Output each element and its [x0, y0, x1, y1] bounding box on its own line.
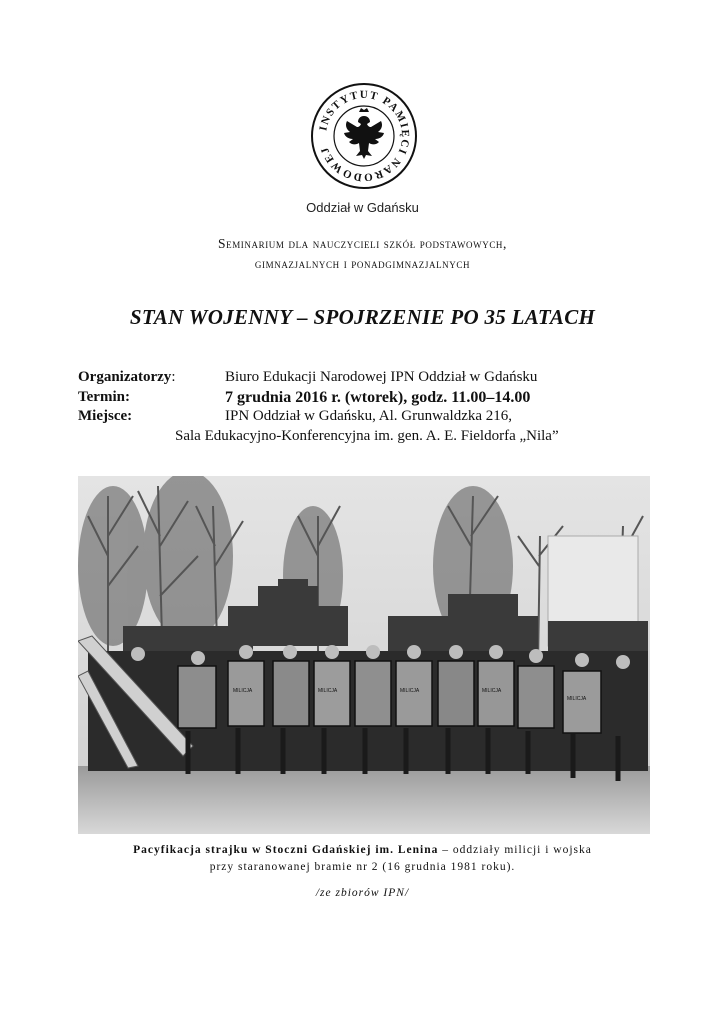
page-title: STAN WOJENNY – SPOJRZENIE PO 35 LATACH	[129, 305, 596, 329]
seminar-heading	[0, 234, 725, 274]
eagle-emblem-icon	[344, 108, 384, 159]
date-row	[78, 388, 678, 408]
place-value-line-2: Sala Edukacyjno-Konferencyjna im. gen. A. E. Fieldorfa „Nila”	[175, 427, 559, 444]
organizers-value: Biuro Edukacji Narodowej IPN Oddział w Gdańsku	[225, 369, 538, 385]
svg-text:MILICJA: MILICJA	[318, 688, 338, 694]
place-value-line-1: IPN Oddział w Gdańsku, Al. Grunwaldzka 216,	[225, 408, 513, 424]
historical-photo	[78, 476, 650, 834]
svg-text:MILICJA: MILICJA	[482, 688, 502, 694]
organizers-label: Organizatorzy:	[78, 369, 176, 385]
place-label: Miejsce:	[78, 408, 133, 424]
caption-bold: Pacyfikacja strajku w Stoczni Gdańskiej im. Lenina	[133, 844, 439, 856]
svg-text:MILICJA: MILICJA	[400, 688, 420, 694]
riot-shields	[178, 661, 601, 733]
caption-line-1	[80, 842, 645, 859]
caption-line-2: przy staranowanej bramie nr 2 (16 grudnia 1981 roku).	[209, 861, 516, 873]
caption-rest: – oddziały milicji i wojska	[438, 844, 592, 856]
photo-source: /ze zbiorów IPN/	[315, 887, 410, 899]
seminar-line-2: gimnazjalnych i ponadgimnazjalnych	[254, 256, 471, 271]
seminar-line-1: Seminarium dla nauczycieli szkół podstawowych,	[217, 236, 508, 251]
svg-text:MILICJA: MILICJA	[233, 688, 253, 694]
date-value: 7 grudnia 2016 r. (wtorek), godz. 11.00–14.00	[225, 388, 531, 406]
branch-name: Oddział w Gdańsku	[306, 200, 419, 215]
event-details	[78, 368, 678, 446]
place-row	[78, 407, 678, 427]
svg-text:MILICJA: MILICJA	[567, 696, 587, 702]
ipn-logo	[310, 82, 418, 190]
logo-ring-text: INSTYTUT PAMIĘCI NARODOWEJ	[317, 88, 412, 184]
organizers-row	[78, 368, 678, 388]
photo-caption	[80, 842, 645, 876]
date-label: Termin:	[78, 388, 130, 405]
